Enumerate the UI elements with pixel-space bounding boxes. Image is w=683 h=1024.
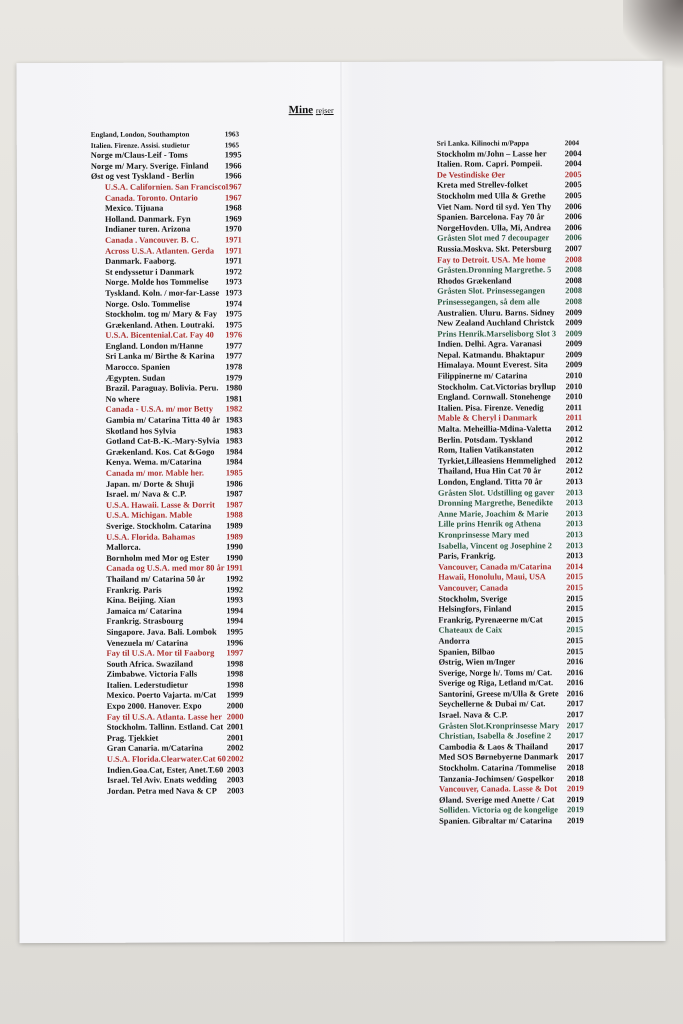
trip-year: 2002 bbox=[226, 754, 244, 764]
trip-year: 1995 bbox=[224, 150, 242, 160]
trip-destination: Holland. Danmark. Fyn bbox=[104, 214, 191, 224]
trip-destination: Singapore. Java. Bali. Lombok bbox=[106, 627, 217, 637]
trip-destination: Norge m/ Mary. Sverige. Finland bbox=[90, 161, 209, 171]
trip-year: 1963 bbox=[224, 130, 240, 139]
trip-destination: U.S.A. Bicentenial.Cat. Fay 40 bbox=[105, 330, 214, 341]
trip-year: 1998 bbox=[226, 680, 244, 690]
trip-year: 2010 bbox=[565, 381, 583, 391]
trip-year: 2000 bbox=[226, 701, 244, 711]
trip-destination: Sverige. Stockholm. Catarina bbox=[106, 521, 212, 531]
trip-year: 1970 bbox=[225, 224, 242, 234]
trip-year: 2011 bbox=[565, 413, 583, 423]
trip-year: 1984 bbox=[225, 447, 243, 457]
trip-year: 1978 bbox=[225, 362, 243, 372]
travel-list-sheet bbox=[16, 61, 665, 943]
trip-destination: Tanzania-Jochimsen/ Gospelkor bbox=[438, 773, 554, 784]
trip-year: 2009 bbox=[565, 350, 583, 360]
trip-destination: Israel. Nava & C.P. bbox=[438, 710, 508, 720]
trip-destination: Gråsten Slot.Kronprinsesse Mary bbox=[438, 720, 560, 731]
trip-destination: South Africa. Swaziland bbox=[106, 659, 193, 669]
trip-destination: Malta. Meheillia-Mdina-Valetta bbox=[437, 424, 552, 434]
trip-year: 2004 bbox=[564, 139, 580, 148]
trip-destination: Across U.S.A. Atlanten. Gerda bbox=[105, 245, 215, 256]
trip-destination: Kenya. Wema. m/Catarina bbox=[105, 457, 202, 468]
trip-year: 2019 bbox=[566, 784, 584, 794]
trip-year: 2017 bbox=[566, 710, 584, 720]
trip-year: 2013 bbox=[565, 498, 583, 508]
trip-year: 2006 bbox=[564, 201, 582, 211]
trip-year: 1996 bbox=[226, 637, 244, 647]
trip-destination: Norge. Molde hos Tommelise bbox=[105, 277, 209, 288]
paper-fold bbox=[340, 62, 345, 942]
trip-year: 1975 bbox=[225, 320, 243, 330]
trip-year: 2018 bbox=[566, 763, 584, 773]
trip-destination: Lille prins Henrik og Athena bbox=[438, 519, 541, 530]
trip-destination: U.S.A. Hawaii. Lasse & Dorrit bbox=[105, 500, 215, 510]
trip-year: 2016 bbox=[566, 667, 584, 677]
trip-destination: Prag. Tjekkiet bbox=[106, 733, 159, 743]
trip-year: 1984 bbox=[225, 457, 243, 467]
trip-year: 1994 bbox=[226, 616, 244, 626]
trip-year: 1992 bbox=[226, 584, 244, 594]
trip-year: 2012 bbox=[565, 466, 583, 476]
trip-destination: Tyskland. Koln. / mor-far-Lasse bbox=[105, 288, 220, 298]
trip-year: 2009 bbox=[565, 307, 583, 317]
trip-destination: Indien.Goa.Cat, Ester, Anet.T.60 bbox=[106, 765, 224, 775]
trip-year: 2009 bbox=[565, 339, 583, 349]
trip-year: 2016 bbox=[566, 657, 584, 667]
trip-destination: Grækenland. Athen. Loutraki. bbox=[105, 320, 215, 330]
trip-destination: Kreta med Strellev-folket bbox=[436, 180, 528, 191]
trip-year: 2006 bbox=[565, 233, 582, 243]
title-main: Mine bbox=[288, 104, 314, 117]
trip-destination: Canada . Vancouver. B. C. bbox=[105, 235, 199, 245]
trip-destination: Stockholm med Ulla & Grethe bbox=[436, 191, 546, 201]
trip-year: 1991 bbox=[226, 563, 243, 573]
trip-destination: Canada. Toronto. Ontario bbox=[104, 193, 198, 203]
trip-destination: Australien. Uluru. Barns. Sidney bbox=[437, 307, 555, 318]
trip-year: 2018 bbox=[566, 773, 584, 783]
trip-year: 2017 bbox=[566, 752, 584, 762]
trip-destination: Spanien, Bilbao bbox=[438, 646, 495, 657]
trip-year: 2013 bbox=[566, 519, 583, 529]
trip-destination: St endyssetur i Danmark bbox=[105, 267, 195, 277]
trip-destination: Italien. Pisa. Firenze. Venedig bbox=[437, 403, 544, 413]
trip-year: 1969 bbox=[224, 214, 242, 224]
trip-destination: Gråsten Slot med 7 decoupager bbox=[437, 233, 550, 244]
trip-destination: No where bbox=[105, 394, 140, 404]
trip-destination: Vancouver, Canada. Lasse & Dot bbox=[438, 784, 558, 794]
trip-destination: Frankrig. Strasbourg bbox=[106, 616, 184, 627]
trip-destination: Seychellerne & Dubai m/ Cat. bbox=[438, 699, 546, 710]
trip-year: 2013 bbox=[566, 551, 583, 561]
trip-year: 2002 bbox=[226, 743, 244, 753]
trip-year: 2006 bbox=[564, 212, 582, 222]
trip-destination: Anne Marie, Joachim & Marie bbox=[438, 509, 549, 519]
title-sub: rejser bbox=[315, 106, 334, 116]
trip-destination: Stockholm m/John – Lasse her bbox=[436, 148, 547, 159]
trip-destination: Sverige og Riga, Letland m/Cat. bbox=[438, 678, 554, 688]
trip-destination: Danmark. Faaborg. bbox=[105, 256, 177, 266]
trip-year: 2012 bbox=[565, 424, 583, 434]
trip-destination: Ægypten. Sudan bbox=[105, 373, 166, 383]
trip-destination: U.S.A. Florida. Bahamas bbox=[106, 532, 196, 542]
trip-year: 1998 bbox=[226, 659, 244, 669]
trip-year: 2013 bbox=[566, 530, 583, 540]
trip-destination: Indien. Delhi. Agra. Varanasi bbox=[437, 339, 542, 349]
trip-year: 2016 bbox=[566, 678, 584, 688]
trip-destination: Nepal. Katmandu. Bhaktapur bbox=[437, 350, 545, 360]
trip-year: 1999 bbox=[226, 690, 244, 700]
trip-year: 2004 bbox=[564, 159, 582, 169]
trip-year: 1986 bbox=[225, 478, 243, 488]
trip-destination: Gråsten Slot. Prinsessegangen bbox=[437, 286, 545, 296]
trip-year: 2017 bbox=[566, 699, 584, 709]
trip-year: 1992 bbox=[226, 574, 244, 584]
trip-destination: England. London m/Hanne bbox=[105, 341, 203, 351]
trip-destination: England. Cornwall. Stonehenge bbox=[437, 392, 551, 402]
trip-destination: NorgeHovden. Ulla, Mi, Andrea bbox=[437, 223, 551, 233]
trip-year: 2001 bbox=[226, 722, 244, 732]
right-trip-column bbox=[419, 139, 584, 828]
trip-destination: Zimbabwe. Victoria Falls bbox=[106, 669, 198, 680]
trip-year: 2015 bbox=[566, 572, 584, 582]
trip-destination: Fay to Detroit. USA. Me home bbox=[437, 254, 546, 265]
trip-year: 2017 bbox=[566, 741, 584, 752]
trip-destination: Øst og vest Tyskland - Berlin bbox=[90, 171, 195, 182]
trip-destination: De Vestindiske Øer bbox=[436, 170, 506, 180]
trip-destination: Jordan. Petra med Nava & CP bbox=[106, 786, 217, 796]
trip-year: 1981 bbox=[225, 394, 243, 404]
trip-destination: Stockholm. Catarina /Tommelise bbox=[438, 763, 557, 773]
trip-destination: U.S.A. Californien. San Francisco bbox=[104, 182, 226, 192]
trip-year: 1985 bbox=[225, 468, 243, 478]
trip-destination: Himalaya. Mount Everest. Sita bbox=[437, 360, 548, 371]
trip-year: 2010 bbox=[565, 371, 583, 381]
trip-year: 2019 bbox=[567, 816, 584, 826]
trip-year: 2003 bbox=[226, 786, 244, 796]
trip-destination: Vancouver, Canada bbox=[438, 583, 508, 593]
trip-destination: Canada m/ mor. Mable her. bbox=[105, 468, 204, 478]
trip-year: 1972 bbox=[225, 267, 242, 277]
trip-destination: Bornholm med Mor og Ester bbox=[106, 553, 210, 563]
trip-year: 2015 bbox=[566, 636, 584, 646]
trip-destination: Isabella, Vincent og Josephine 2 bbox=[438, 540, 552, 551]
trip-destination: Skotland hos Sylvia bbox=[105, 426, 177, 436]
trip-year: 2013 bbox=[565, 477, 583, 487]
trip-destination: Gran Canaria. m/Catarina bbox=[106, 743, 203, 754]
trip-year: 2009 bbox=[565, 328, 583, 338]
trip-year: 1995 bbox=[226, 627, 244, 637]
trip-destination: Øland. Sverige med Anette / Cat bbox=[439, 795, 555, 805]
background-shadow bbox=[623, 0, 683, 70]
trip-destination: Thailand m/ Catarina 50 år bbox=[106, 574, 205, 584]
trip-destination: Fay til U.S.A. Mor til Faaborg bbox=[106, 648, 215, 658]
trip-year: 1975 bbox=[225, 309, 243, 319]
trip-destination: Fay til U.S.A. Atlanta. Lasse her bbox=[106, 712, 222, 722]
trip-year: 2008 bbox=[565, 286, 583, 296]
trip-destination: Israel. m/ Nava & C.P. bbox=[105, 489, 187, 500]
trip-destination: Kronprinsesse Mary med bbox=[438, 530, 530, 540]
trip-destination: Thailand, Hua Hin Cat 70 år bbox=[437, 466, 542, 477]
trip-destination: Chateaux de Caix bbox=[438, 625, 503, 635]
left-trip-column bbox=[77, 130, 244, 797]
trip-destination: U.S.A. Florida.Clearwater.Cat 60 bbox=[106, 754, 226, 764]
trip-destination: Østrig, Wien m/Inger bbox=[438, 657, 516, 667]
trip-destination: Frankrig, Pyrenæerne m/Cat bbox=[438, 615, 543, 625]
trip-year: 2012 bbox=[565, 455, 583, 466]
trip-year: 2008 bbox=[565, 254, 582, 264]
trip-destination: Helsingfors, Finland bbox=[438, 604, 512, 614]
trip-destination: Solliden. Victoria og de kongelige bbox=[439, 805, 558, 816]
trip-destination: Gråsten.Dronning Margrethe. 5 bbox=[437, 265, 552, 275]
trip-year: 2015 bbox=[566, 593, 584, 603]
trip-year: 1990 bbox=[226, 553, 243, 563]
trip-year: 1974 bbox=[225, 298, 243, 308]
trip-destination: Prins Henrik.Marselisborg Slot 3 bbox=[437, 328, 557, 339]
trip-destination: Prinsessegangen, så dem alle bbox=[437, 297, 540, 307]
trip-year: 1982 bbox=[225, 404, 243, 414]
trip-year: 2000 bbox=[226, 711, 244, 722]
trip-year: 2008 bbox=[565, 265, 582, 275]
trip-year: 2014 bbox=[566, 561, 583, 571]
trip-year: 1966 bbox=[224, 171, 242, 181]
trip-year: 2003 bbox=[226, 764, 244, 775]
trip-destination: Rhodos Grækenland bbox=[437, 276, 512, 286]
trip-year: 1977 bbox=[225, 351, 243, 361]
trip-year: 2012 bbox=[565, 445, 583, 455]
trip-destination: Spanien. Barcelona. Fay 70 år bbox=[436, 212, 545, 222]
trip-destination: Russia.Moskva. Skt. Petersburg bbox=[437, 244, 552, 254]
trip-destination: Sri Lanka m/ Birthe & Karina bbox=[105, 351, 215, 362]
trip-destination: Vancouver, Canada m/Catarina bbox=[438, 562, 552, 572]
trip-year: 2017 bbox=[566, 720, 584, 730]
trip-destination: Stockholm. Tallinn. Estland. Cat bbox=[106, 722, 224, 733]
trip-destination: Canada - U.S.A. m/ mor Betty bbox=[105, 404, 214, 415]
trip-destination: Gambia m/ Catarina Titta 40 år bbox=[105, 415, 221, 425]
trip-year: 1988 bbox=[226, 510, 243, 520]
trip-year: 1987 bbox=[225, 500, 243, 510]
trip-year: 1990 bbox=[226, 542, 243, 552]
trip-destination: Mallorca. bbox=[106, 542, 141, 552]
trip-year: 2015 bbox=[566, 604, 584, 614]
trip-year: 1965 bbox=[224, 140, 240, 149]
trip-destination: Mexico. Poerto Vajarta. m/Cat bbox=[106, 690, 217, 701]
trip-destination: Canada og U.S.A. med mor 80 år bbox=[106, 563, 225, 574]
trip-destination: Viet Nam. Nord til syd. Yen Thy bbox=[436, 201, 552, 212]
trip-destination: Cambodia & Laos & Thailand bbox=[438, 742, 549, 752]
trip-year: 1989 bbox=[226, 531, 243, 541]
trip-year: 2011 bbox=[565, 403, 582, 413]
trip-year: 2016 bbox=[566, 689, 584, 699]
trip-year: 1966 bbox=[224, 161, 242, 171]
trip-year: 1976 bbox=[225, 330, 243, 340]
trip-year: 1983 bbox=[225, 415, 243, 425]
trip-destination: Frankrig. Paris bbox=[106, 585, 162, 595]
trip-destination: Christian, Isabella & Josefine 2 bbox=[438, 731, 552, 741]
trip-year: 2001 bbox=[226, 733, 244, 743]
trip-destination: Italien. Lederstudietur bbox=[106, 680, 189, 690]
trip-destination: Kina. Beijing. Xian bbox=[106, 595, 176, 605]
trip-destination: Gråsten Slot. Udstilling og gaver bbox=[437, 487, 555, 498]
trip-destination: U.S.A. Michigan. Mable bbox=[106, 510, 193, 521]
trip-destination: Hawaii, Honolulu, Maui, USA bbox=[438, 572, 546, 583]
trip-destination: Paris, Frankrig. bbox=[438, 551, 496, 561]
trip-destination: Andorra bbox=[438, 636, 470, 646]
trip-destination: Sri Lanka. Kilinochi m/Pappa bbox=[436, 139, 530, 148]
page-title bbox=[289, 104, 334, 116]
trip-year: 1980 bbox=[225, 383, 243, 393]
trip-year: 2019 bbox=[567, 794, 584, 805]
trip-destination: London, England. Titta 70 år bbox=[437, 477, 543, 487]
trip-year: 2007 bbox=[565, 244, 582, 254]
trip-year: 2013 bbox=[566, 540, 583, 550]
trip-destination: England, London, Southampton bbox=[90, 130, 190, 139]
trip-year: 2006 bbox=[565, 222, 582, 232]
trip-year: 1977 bbox=[225, 341, 243, 351]
trip-destination: Tyrkiet,Lilleasiens Hemmelighed bbox=[437, 456, 556, 466]
trip-year: 1983 bbox=[225, 436, 243, 446]
trip-year: 1971 bbox=[225, 245, 242, 255]
trip-year: 2015 bbox=[566, 625, 584, 635]
trip-destination: Dronning Margrethe, Benedikte bbox=[437, 498, 553, 508]
trip-year: 2005 bbox=[564, 191, 582, 201]
trip-year: 2004 bbox=[564, 148, 582, 158]
trip-year: 1997 bbox=[226, 648, 244, 658]
trip-year: 2017 bbox=[566, 731, 584, 741]
trip-year: 2009 bbox=[565, 318, 583, 328]
trip-destination: Rom, Italien Vatikanstaten bbox=[437, 445, 534, 455]
trip-destination: Indianer turen. Arizona bbox=[105, 224, 191, 235]
trip-destination: Stockholm, Sverige bbox=[438, 593, 508, 604]
trip-destination: Mexico. Tijuana bbox=[104, 203, 164, 213]
trip-destination: Med SOS Børnebyerne Danmark bbox=[438, 752, 559, 763]
trip-year: 2008 bbox=[565, 275, 582, 285]
trip-destination: Brazil. Paraguay. Bolivia. Peru. bbox=[105, 383, 219, 394]
trip-year: 2003 bbox=[226, 775, 244, 785]
trip-year: 2008 bbox=[565, 297, 583, 307]
trip-year: 2015 bbox=[566, 614, 584, 624]
trip-year: 1971 bbox=[225, 235, 242, 245]
trip-destination: Jamaica m/ Catarina bbox=[106, 606, 182, 616]
trip-destination: Israel. Tel Aviv. Enats wedding bbox=[106, 775, 217, 786]
trip-destination: Venezuela m/ Catarina bbox=[106, 638, 189, 648]
trip-destination: New Zealand Auchland Christck bbox=[437, 318, 555, 328]
trip-destination: Sverige, Norge h/. Toms m/ Cat. bbox=[438, 667, 553, 678]
trip-destination: Berlin. Potsdam. Tyskland bbox=[437, 434, 533, 445]
trip-destination: Italien. Rom. Capri. Pompeii. bbox=[436, 159, 543, 169]
trip-destination: Stockholm. tog m/ Mary & Fay bbox=[105, 309, 218, 319]
trip-year: 2005 bbox=[564, 180, 582, 190]
trip-year: 1998 bbox=[226, 669, 244, 679]
trip-year: 2019 bbox=[567, 805, 584, 815]
trip-year: 2012 bbox=[565, 434, 583, 444]
trip-year: 1987 bbox=[225, 489, 243, 499]
trip-destination: Japan. m/ Dorte & Shuji bbox=[105, 479, 195, 489]
trip-destination: Italien. Firenze. Assisi. studietur bbox=[90, 141, 190, 150]
trip-year: 1993 bbox=[226, 595, 244, 605]
trip-destination: Norge. Oslo. Tommelise bbox=[105, 299, 191, 309]
trip-year: 2013 bbox=[566, 508, 583, 518]
trip-year: 2010 bbox=[565, 392, 583, 402]
trip-year: 1989 bbox=[226, 521, 243, 531]
trip-destination: Santorini, Greese m/Ulla & Grete bbox=[438, 689, 559, 699]
trip-year: 2005 bbox=[564, 169, 582, 179]
trip-destination: Marocco. Spanien bbox=[105, 362, 171, 372]
trip-destination: Spanien. Gibraltar m/ Catarina bbox=[439, 816, 553, 826]
trip-destination: Mable & Cheryl i Danmark bbox=[437, 413, 538, 424]
trip-destination: Filippinerne m/ Catarina bbox=[437, 371, 528, 381]
trip-destination: Expo 2000. Hanover. Expo bbox=[106, 701, 202, 711]
trip-year: 1967 bbox=[224, 182, 242, 192]
trip-year: 1971 bbox=[225, 256, 242, 266]
trip-year: 1973 bbox=[225, 288, 243, 298]
trip-year: 2015 bbox=[566, 583, 584, 593]
trip-year: 1973 bbox=[225, 277, 242, 287]
trip-year: 2009 bbox=[565, 360, 583, 370]
trip-destination: Stockholm. Cat.Victorias bryllup bbox=[437, 381, 556, 392]
trip-year: 1979 bbox=[225, 373, 243, 383]
trip-year: 2015 bbox=[566, 646, 584, 656]
trip-year: 1967 bbox=[224, 192, 242, 202]
trip-destination: Grækenland. Kos. Cat &Gogo bbox=[105, 447, 215, 457]
trip-year: 2013 bbox=[565, 487, 583, 497]
trip-year: 1994 bbox=[226, 606, 244, 616]
trip-destination: Norge m/Claus-Leif - Toms bbox=[90, 150, 188, 161]
trip-year: 1968 bbox=[224, 203, 242, 213]
trip-year: 1983 bbox=[225, 425, 243, 436]
trip-destination: Gotland Cat-B.-K.-Mary-Sylvia bbox=[105, 436, 220, 447]
